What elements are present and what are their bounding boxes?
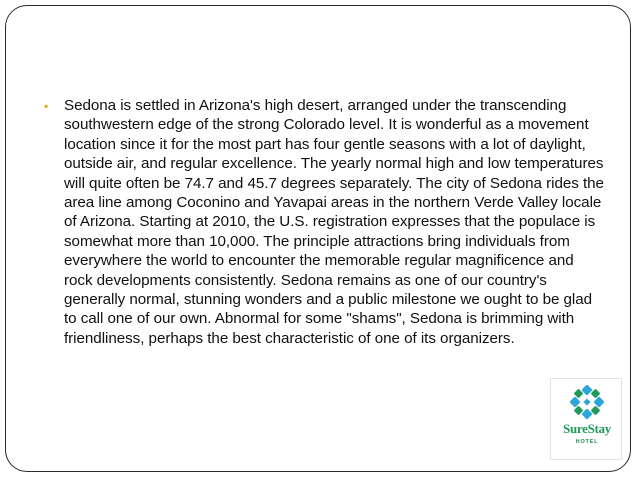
bullet-text: Sedona is settled in Arizona's high desert, arranged under the transcending southwestern edge of the strong Colorado level. It is wonderful as a movement location since it for the most part has four gentle seasons with a lot of daylight, outside air, and regular excellence. The yearly normal high and low temperatures will quite often be 74.7 and 45.7 degrees separately. The city of Sedona rides the area line among Coconino and Yavapai areas in the northern Verde Valley locale of Arizona. Starting at 2010, the U.S. registration expresses that the populace is somewhat more than 10,000. The principle attractions bring individuals from everywhere the world to encounter the memorable regular magnificence and rock developments consistently. Sedona remains as one of our country's generally normal, stunning wonders and a public milestone we ought to be glad to call one of our own. Abnormal for some "shams", Sedona is brimming with friendliness, perhaps the best characteristic of one of its organizers. (64, 97, 604, 347)
slide-content (44, 96, 604, 348)
bullet-item (44, 96, 604, 348)
slide-frame (5, 5, 631, 472)
logo-brand-name: SureStay (563, 421, 611, 436)
bullet-icon: ▪ (44, 99, 49, 113)
logo-subtitle: HOTEL (575, 439, 599, 445)
surestay-mark-icon (570, 385, 604, 419)
surestay-logo (550, 378, 622, 460)
